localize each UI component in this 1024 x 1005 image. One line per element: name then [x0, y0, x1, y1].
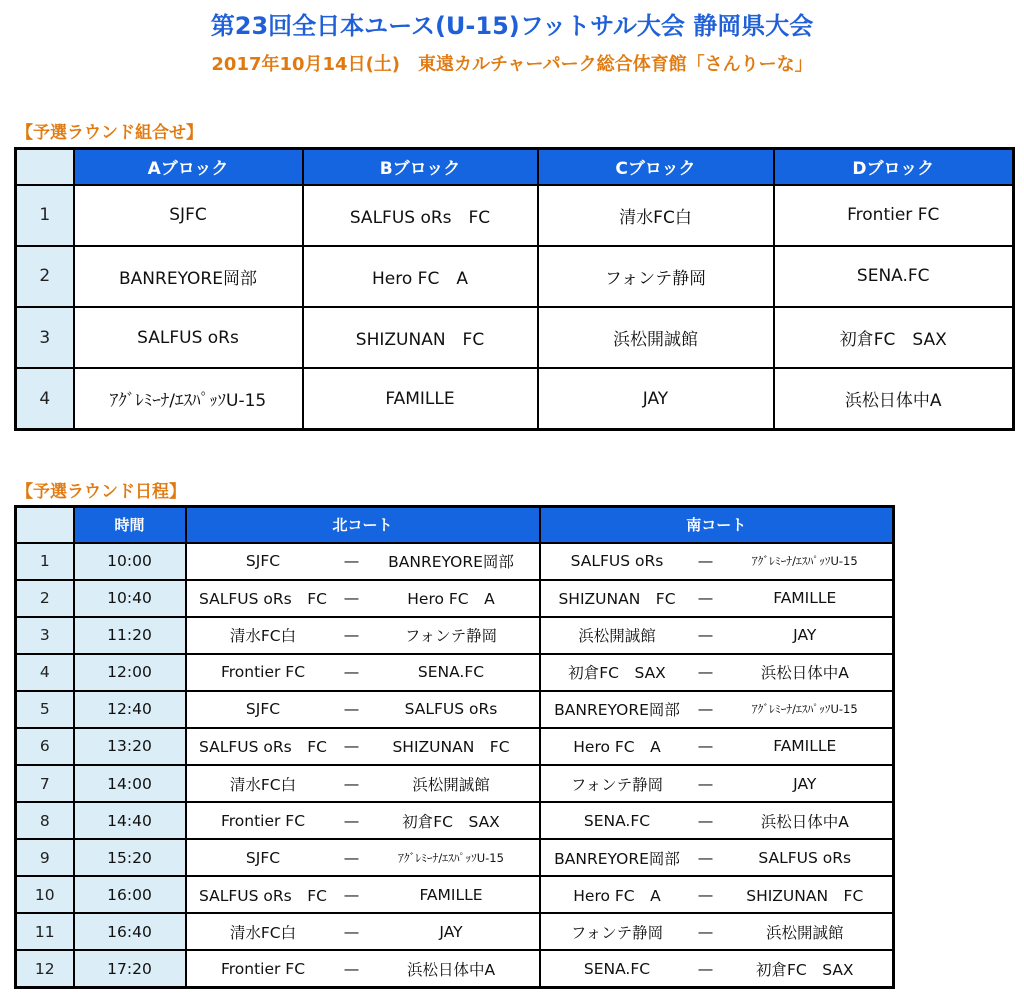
south-vs-dash: — [694, 691, 718, 728]
north-vs-dash: — [340, 839, 364, 876]
north-vs-dash: — [340, 654, 364, 691]
south-vs-dash: — [694, 765, 718, 802]
north-vs-dash: — [340, 728, 364, 765]
group-team-cell: Hero FC A [303, 246, 538, 307]
north-away-team: JAY [364, 913, 540, 950]
match-time: 17:20 [74, 950, 186, 987]
south-vs-dash: — [694, 839, 718, 876]
north-vs-dash: — [340, 691, 364, 728]
south-home-team: フォンテ静岡 [540, 913, 694, 950]
group-team-cell: 浜松開誠館 [538, 307, 774, 368]
schedule-row-number: 9 [16, 839, 74, 876]
south-away-team: FAMILLE [718, 580, 894, 617]
schedule-row [16, 839, 894, 876]
north-vs-dash: — [340, 543, 364, 580]
schedule-row [16, 580, 894, 617]
south-away-team: ｱｸﾞﾚﾐｰﾅ/ｴｽﾊﾟｯｿU-15 [718, 543, 894, 580]
north-vs-dash: — [340, 617, 364, 654]
schedule-row [16, 950, 894, 987]
south-away-team: FAMILLE [718, 728, 894, 765]
match-time: 10:40 [74, 580, 186, 617]
groups-row [16, 307, 1014, 368]
north-vs-dash: — [340, 913, 364, 950]
groups-header-row [16, 149, 1014, 185]
south-vs-dash: — [694, 876, 718, 913]
match-time: 14:40 [74, 802, 186, 839]
schedule-row-number: 7 [16, 765, 74, 802]
group-team-cell: 浜松日体中A [774, 368, 1014, 429]
group-team-cell: フォンテ静岡 [538, 246, 774, 307]
schedule-row [16, 913, 894, 950]
groups-row-number: 4 [16, 368, 74, 429]
south-home-team: SHIZUNAN FC [540, 580, 694, 617]
north-home-team: 清水FC白 [186, 765, 340, 802]
south-away-team: JAY [718, 765, 894, 802]
match-time: 12:40 [74, 691, 186, 728]
south-away-team: 浜松日体中A [718, 802, 894, 839]
groups-table [14, 147, 1015, 431]
north-away-team: SENA.FC [364, 654, 540, 691]
north-away-team: 浜松日体中A [364, 950, 540, 987]
south-vs-dash: — [694, 913, 718, 950]
north-vs-dash: — [340, 876, 364, 913]
groups-row-number: 2 [16, 246, 74, 307]
schedule-section-title: 【予選ラウンド日程】 [16, 482, 186, 502]
south-home-team: SENA.FC [540, 802, 694, 839]
group-team-cell: Frontier FC [774, 185, 1014, 246]
north-home-team: Frontier FC [186, 802, 340, 839]
south-home-team: BANREYORE岡部 [540, 839, 694, 876]
page-subtitle: 2017年10月14日(土) 東遠カルチャーパーク総合体育館「さんりーな」 [211, 54, 813, 75]
groups-row-number: 1 [16, 185, 74, 246]
north-away-team: SHIZUNAN FC [364, 728, 540, 765]
north-home-team: SJFC [186, 543, 340, 580]
schedule-row-number: 3 [16, 617, 74, 654]
north-away-team: 初倉FC SAX [364, 802, 540, 839]
north-away-team: SALFUS oRs [364, 691, 540, 728]
schedule-row [16, 617, 894, 654]
group-team-cell: 初倉FC SAX [774, 307, 1014, 368]
south-home-team: BANREYORE岡部 [540, 691, 694, 728]
groups-row [16, 368, 1014, 429]
group-team-cell: BANREYORE岡部 [74, 246, 303, 307]
north-away-team: FAMILLE [364, 876, 540, 913]
north-away-team: ｱｸﾞﾚﾐｰﾅ/ｴｽﾊﾟｯｿU-15 [364, 839, 540, 876]
group-team-cell: 清水FC白 [538, 185, 774, 246]
south-home-team: Hero FC A [540, 728, 694, 765]
schedule-header-row [16, 507, 894, 543]
north-home-team: SJFC [186, 839, 340, 876]
south-vs-dash: — [694, 580, 718, 617]
south-vs-dash: — [694, 543, 718, 580]
south-away-team: SALFUS oRs [718, 839, 894, 876]
north-home-team: 清水FC白 [186, 617, 340, 654]
groups-section-title: 【予選ラウンド組合せ】 [16, 123, 203, 143]
south-vs-dash: — [694, 950, 718, 987]
north-home-team: Frontier FC [186, 654, 340, 691]
south-vs-dash: — [694, 802, 718, 839]
schedule-row [16, 728, 894, 765]
north-vs-dash: — [340, 765, 364, 802]
groups-row-number: 3 [16, 307, 74, 368]
match-time: 11:20 [74, 617, 186, 654]
groups-row [16, 246, 1014, 307]
groups-header-blank [16, 149, 74, 185]
schedule-row-number: 5 [16, 691, 74, 728]
south-vs-dash: — [694, 617, 718, 654]
north-vs-dash: — [340, 950, 364, 987]
schedule-header-north: 北コート [186, 507, 540, 543]
schedule-row [16, 543, 894, 580]
north-vs-dash: — [340, 802, 364, 839]
match-time: 10:00 [74, 543, 186, 580]
north-away-team: 浜松開誠館 [364, 765, 540, 802]
schedule-row-number: 6 [16, 728, 74, 765]
match-time: 16:40 [74, 913, 186, 950]
south-home-team: 初倉FC SAX [540, 654, 694, 691]
schedule-row-number: 8 [16, 802, 74, 839]
south-away-team: ｱｸﾞﾚﾐｰﾅ/ｴｽﾊﾟｯｿU-15 [718, 691, 894, 728]
schedule-row [16, 876, 894, 913]
match-time: 12:00 [74, 654, 186, 691]
north-home-team: SALFUS oRs FC [186, 876, 340, 913]
match-time: 16:00 [74, 876, 186, 913]
south-vs-dash: — [694, 728, 718, 765]
north-away-team: BANREYORE岡部 [364, 543, 540, 580]
schedule-header-south: 南コート [540, 507, 894, 543]
schedule-row-number: 2 [16, 580, 74, 617]
schedule-row-number: 10 [16, 876, 74, 913]
groups-row [16, 185, 1014, 246]
south-home-team: フォンテ静岡 [540, 765, 694, 802]
north-home-team: SALFUS oRs FC [186, 728, 340, 765]
group-team-cell: SJFC [74, 185, 303, 246]
groups-header-c: Cブロック [538, 149, 774, 185]
match-time: 13:20 [74, 728, 186, 765]
north-vs-dash: — [340, 580, 364, 617]
schedule-row-number: 12 [16, 950, 74, 987]
schedule-row [16, 654, 894, 691]
schedule-table [14, 505, 895, 989]
north-home-team: Frontier FC [186, 950, 340, 987]
match-time: 14:00 [74, 765, 186, 802]
group-team-cell: SHIZUNAN FC [303, 307, 538, 368]
group-team-cell: JAY [538, 368, 774, 429]
group-team-cell: FAMILLE [303, 368, 538, 429]
north-home-team: SJFC [186, 691, 340, 728]
south-away-team: 初倉FC SAX [718, 950, 894, 987]
schedule-row [16, 691, 894, 728]
south-away-team: JAY [718, 617, 894, 654]
schedule-row [16, 802, 894, 839]
south-home-team: SENA.FC [540, 950, 694, 987]
schedule-row [16, 765, 894, 802]
south-home-team: Hero FC A [540, 876, 694, 913]
south-away-team: 浜松日体中A [718, 654, 894, 691]
north-home-team: 清水FC白 [186, 913, 340, 950]
south-home-team: 浜松開誠館 [540, 617, 694, 654]
south-vs-dash: — [694, 654, 718, 691]
group-team-cell: SENA.FC [774, 246, 1014, 307]
south-away-team: 浜松開誠館 [718, 913, 894, 950]
groups-header-b: Bブロック [303, 149, 538, 185]
south-home-team: SALFUS oRs [540, 543, 694, 580]
schedule-header-time: 時間 [74, 507, 186, 543]
group-team-cell: SALFUS oRs FC [303, 185, 538, 246]
page-title: 第23回全日本ユース(U-15)フットサル大会 静岡県大会 [210, 12, 814, 40]
schedule-row-number: 1 [16, 543, 74, 580]
north-away-team: フォンテ静岡 [364, 617, 540, 654]
schedule-row-number: 4 [16, 654, 74, 691]
match-time: 15:20 [74, 839, 186, 876]
schedule-row-number: 11 [16, 913, 74, 950]
groups-header-a: Aブロック [74, 149, 303, 185]
north-away-team: Hero FC A [364, 580, 540, 617]
south-away-team: SHIZUNAN FC [718, 876, 894, 913]
groups-header-d: Dブロック [774, 149, 1014, 185]
north-home-team: SALFUS oRs FC [186, 580, 340, 617]
group-team-cell: SALFUS oRs [74, 307, 303, 368]
group-team-cell: ｱｸﾞﾚﾐｰﾅ/ｴｽﾊﾟｯｿU-15 [74, 368, 303, 429]
schedule-header-blank [16, 507, 74, 543]
